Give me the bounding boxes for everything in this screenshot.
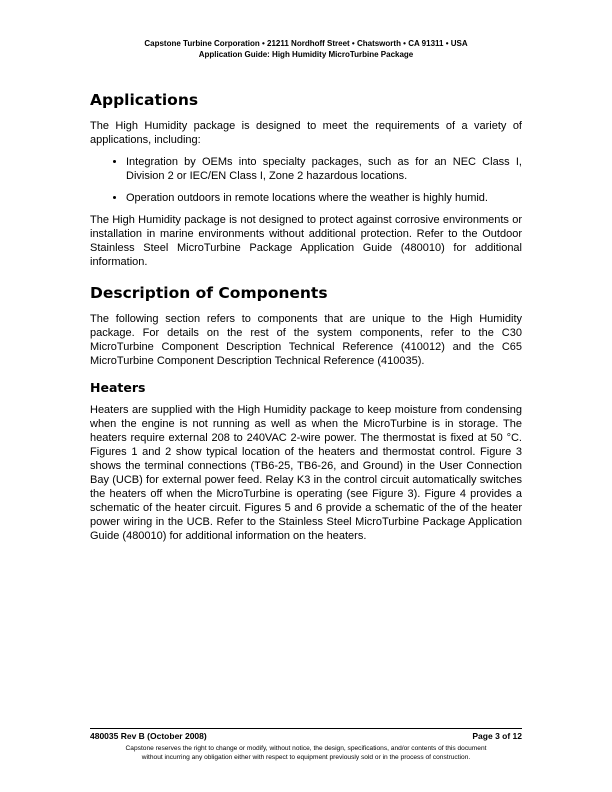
header-guide-title: Application Guide: High Humidity MicroTurbine Package (198, 50, 414, 59)
document-body (90, 90, 522, 551)
components-heading: Description of Components (90, 284, 328, 302)
list-item: • Operation outdoors in remote locations where the weather is highly humid. (126, 191, 522, 205)
list-item: • Integration by OEMs into specialty packages, such as for an NEC Class I, Division 2 or IEC/EN Class I, Zone 2 hazardous locations. (126, 155, 522, 183)
footer-page-number: Page 3 of 12 (472, 731, 522, 741)
page-footer (90, 728, 522, 762)
applications-intro: The High Humidity package is designed to meet the requirements of a variety of applications, including: (90, 120, 522, 146)
page-header (0, 38, 612, 60)
components-body: The following section refers to components that are unique to the High Humidity package. For details on the rest of the system components, refer to the C30 MicroTurbine Component Description Technical Reference (410012) and the C65 MicroTurbine Component Description Technical Reference (410035). (90, 313, 522, 367)
footer-doc-id: 480035 Rev B (October 2008) (90, 731, 207, 741)
heaters-heading: Heaters (90, 380, 146, 395)
applications-list (90, 155, 522, 205)
footer-disclaimer (90, 744, 522, 762)
header-address: Capstone Turbine Corporation • 21211 Nordhoff Street • Chatsworth • CA 91311 • USA (144, 39, 468, 48)
footer-disclaimer-line1: Capstone reserves the right to change or modify, without notice, the design, specifications, and/or contents of this document (125, 745, 487, 752)
applications-closing: The High Humidity package is not designed to protect against corrosive environments or installation in marine environments without additional protection. Refer to the Outdoor Stainless Steel MicroTurbine Package Application Guide (480010) for additional information. (90, 214, 522, 268)
heaters-body: Heaters are supplied with the High Humidity package to keep moisture from condensing when the engine is not running as well as when the MicroTurbine is in storage. The heaters require external 208 to 240VAC 2-wire power. The thermostat is fixed at 50 °C. Figures 1 and 2 show typical location of the heaters and thermostat control. Figure 3 shows the terminal connections (TB6-25, TB6-26, and Ground) in the User Connection Bay (UCB) for external power feed. Relay K3 in the control circuit automatically switches the heaters off when the MicroTurbine is operating (see Figure 3). Figure 4 provides a schematic of the heater circuit. Figures 5 and 6 provide a schematic of the of the heater power wiring in the UCB. Refer to the Stainless Steel MicroTurbine Package Application Guide (480010) for additional information on the heaters. (90, 404, 522, 542)
footer-disclaimer-line2: without incurring any obligation either with respect to equipment previously sold or in the process of construction. (141, 754, 471, 761)
applications-heading: Applications (90, 91, 199, 109)
